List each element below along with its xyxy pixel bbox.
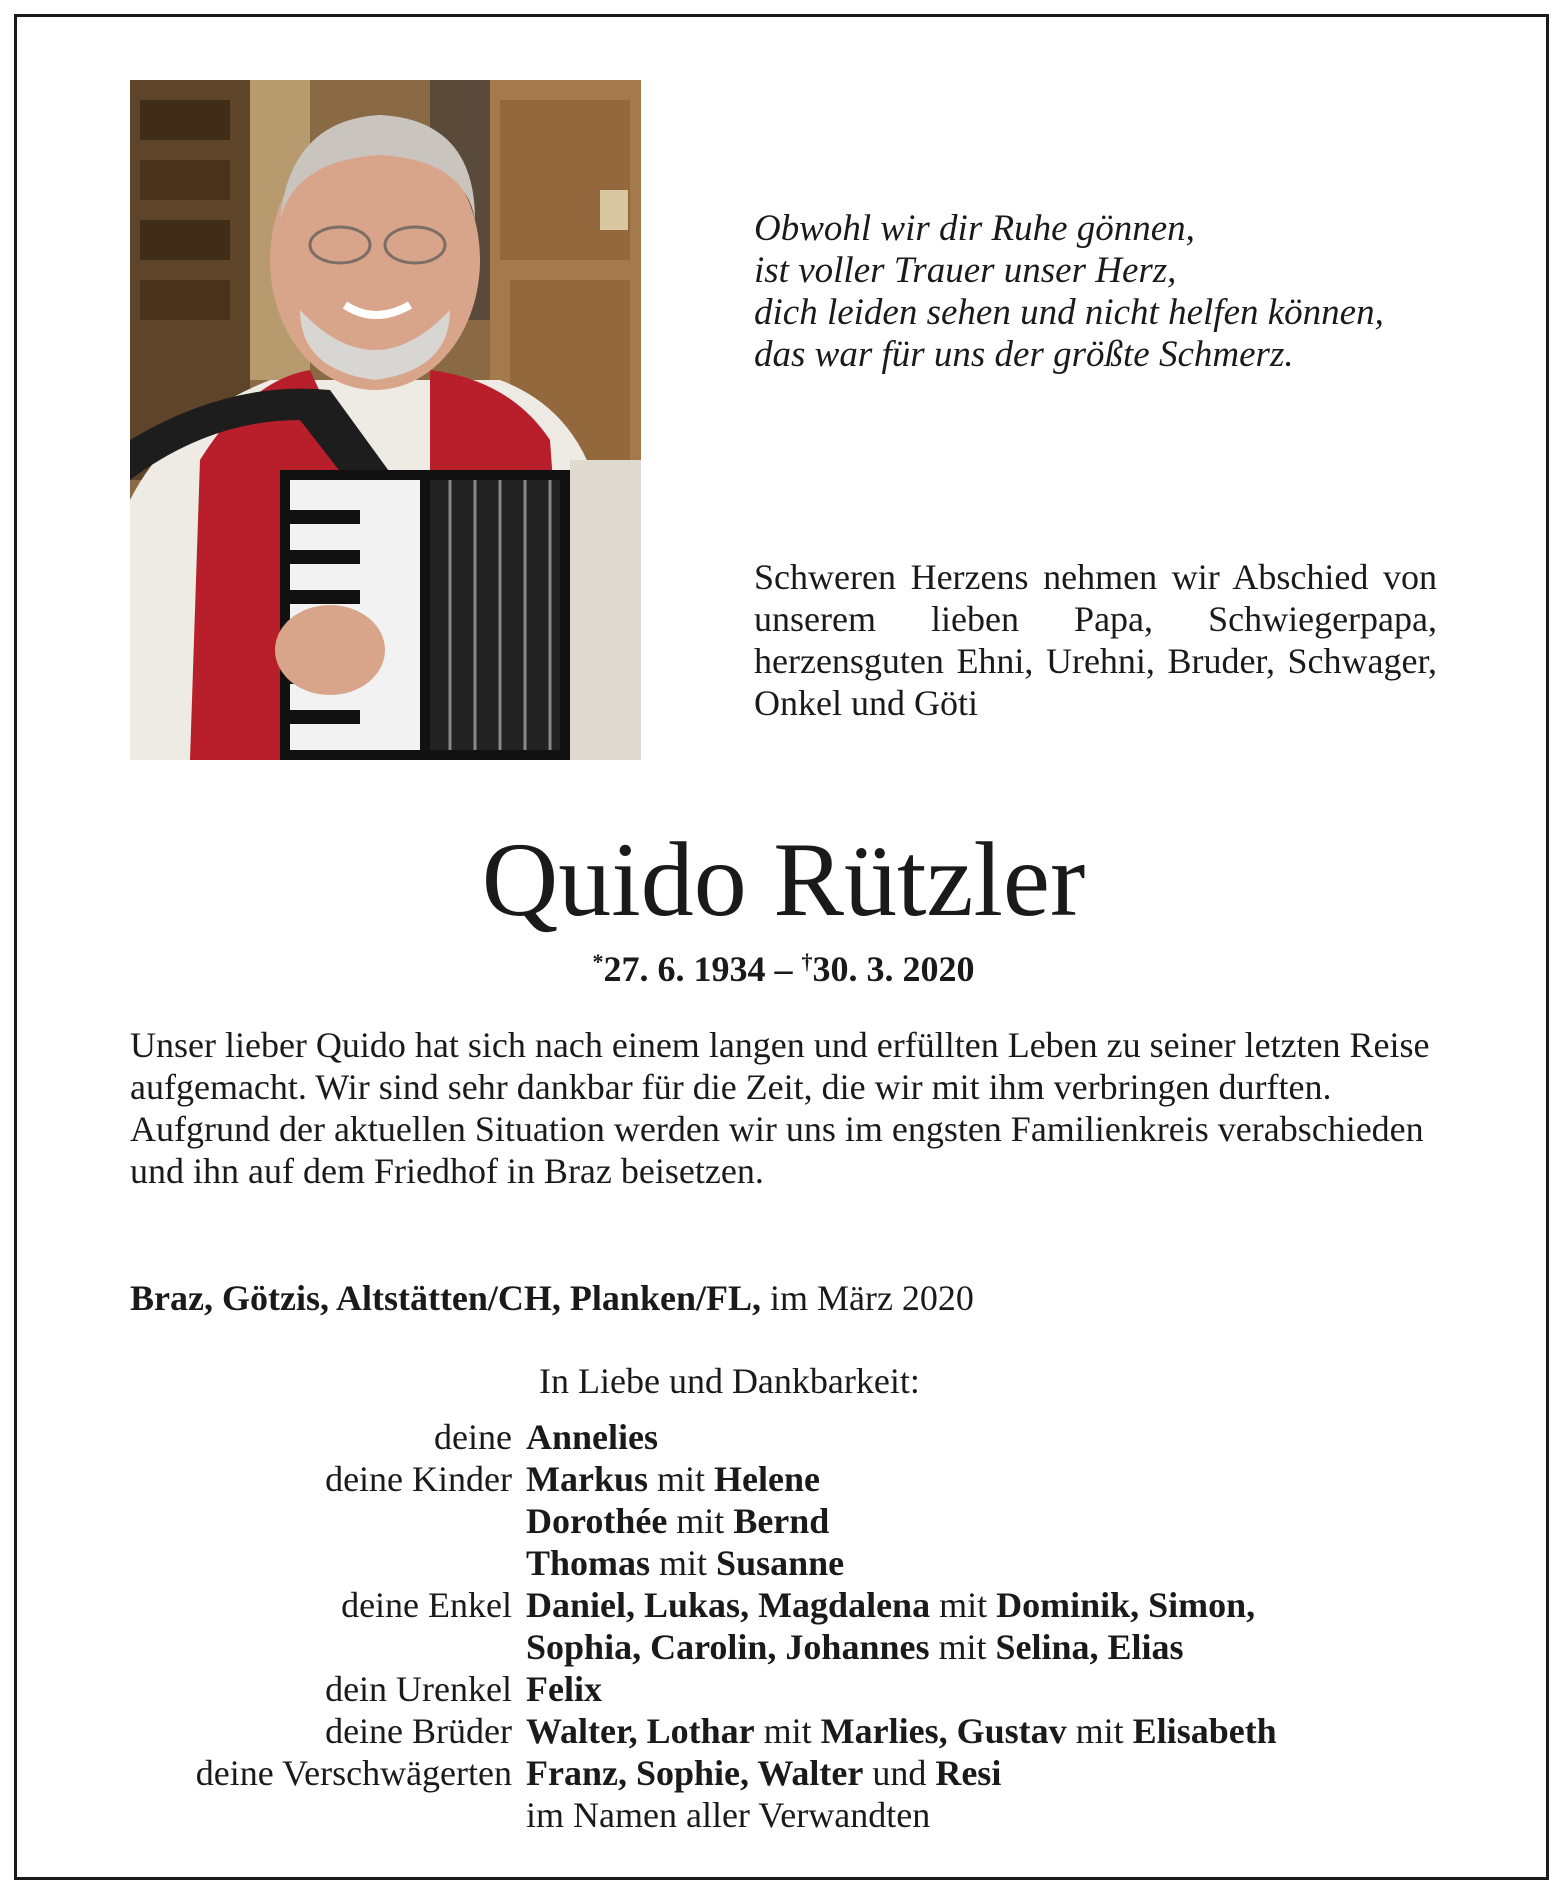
connector-text: mit: [667, 1501, 734, 1541]
relation-label: deine Brüder: [325, 1711, 512, 1751]
relation-label: dein Urenkel: [325, 1669, 512, 1709]
mourner-name: Dorothée: [526, 1501, 668, 1541]
portrait-photo: [130, 80, 641, 760]
poem-line: das war für uns der größte Schmerz.: [754, 334, 1294, 375]
relation-label: deine Enkel: [341, 1585, 512, 1625]
mourner-row: [100, 1458, 1500, 1500]
mourners-list: [100, 1416, 1500, 1836]
mourner-row: [100, 1668, 1500, 1710]
mourner-row: [100, 1500, 1500, 1542]
mourner-row: [100, 1584, 1500, 1626]
mourner-row: [100, 1626, 1500, 1668]
mourner-name: Dominik, Simon,: [996, 1585, 1256, 1625]
memorial-poem: [754, 208, 1454, 376]
relation-label: [100, 1794, 526, 1836]
connector-text: mit: [929, 1627, 996, 1667]
relation-label: [100, 1542, 526, 1584]
connector-text: mit: [650, 1543, 717, 1583]
birth-date: 27. 6. 1934: [603, 949, 766, 989]
relation-label: [100, 1626, 526, 1668]
mourner-names: [526, 1794, 930, 1836]
connector-text: mit: [648, 1459, 715, 1499]
connector-text: und: [863, 1753, 936, 1793]
mourner-name: Marlies, Gustav: [820, 1711, 1067, 1751]
farewell-intro: Schweren Herzens nehmen wir Abschied von unserem lieben Papa, Schwiegerpapa, herzensguten Ehni, Urehni, Bruder, Schwager, Onkel und Göti: [754, 557, 1437, 723]
mourner-name: Bernd: [733, 1501, 830, 1541]
mourner-row: [100, 1542, 1500, 1584]
places-and-date: [130, 1276, 1440, 1320]
connector-text: mit: [930, 1585, 997, 1625]
mourner-row: [100, 1752, 1500, 1794]
mourner-names: [526, 1710, 1277, 1752]
mourner-names: [526, 1668, 602, 1710]
poem-line: dich leiden sehen und nicht helfen können,: [754, 292, 1384, 333]
relation-label: deine Verschwägerten: [195, 1753, 512, 1793]
mourner-name: Markus: [526, 1459, 649, 1499]
mourner-name: Elisabeth: [1132, 1711, 1277, 1751]
connector-text: mit: [1066, 1711, 1133, 1751]
mourner-row: [100, 1710, 1500, 1752]
mourner-names: [526, 1584, 1255, 1626]
deceased-name: Quido Rützler: [481, 821, 1086, 938]
mourner-name: Susanne: [716, 1543, 845, 1583]
mourner-name: Walter, Lothar: [526, 1711, 755, 1751]
mourner-name: Sophia, Carolin, Johannes: [526, 1627, 930, 1667]
poem-line: Obwohl wir dir Ruhe gönnen,: [754, 208, 1195, 249]
mourner-name: Thomas: [526, 1543, 651, 1583]
mourner-names: [526, 1752, 1001, 1794]
closing-phrase: In Liebe und Dankbarkeit:: [539, 1361, 920, 1401]
announcement-date: im März 2020: [760, 1278, 974, 1318]
mourner-name: Annelies: [526, 1417, 659, 1457]
mourner-name: Franz, Sophie, Walter: [526, 1753, 864, 1793]
announcement-text: [130, 1024, 1440, 1192]
mourner-name: Resi: [935, 1753, 1002, 1793]
life-dates: [0, 940, 1567, 991]
mourner-name: Felix: [526, 1669, 602, 1709]
birth-symbol: *: [592, 949, 604, 974]
relation-label: deine: [434, 1417, 512, 1457]
death-date: 30. 3. 2020: [812, 949, 975, 989]
mourner-names: [526, 1542, 844, 1584]
poem-line: ist voller Trauer unser Herz,: [754, 250, 1177, 291]
mourner-name: Helene: [714, 1459, 820, 1499]
connector-text: im Namen aller Verwandten: [526, 1795, 931, 1835]
announcement-paragraph: Aufgrund der aktuellen Situation werden wir uns im engsten Familienkreis verabschieden und ihn auf dem Friedhof in Braz beisetzen.: [130, 1109, 1424, 1191]
mourner-name: Daniel, Lukas, Magdalena: [526, 1585, 931, 1625]
mourner-names: [526, 1626, 1184, 1668]
date-separator: –: [765, 949, 802, 989]
relation-label: [100, 1500, 526, 1542]
mourner-row: [100, 1794, 1500, 1836]
mourner-row: [100, 1416, 1500, 1458]
places-list: Braz, Götzis, Altstätten/CH, Planken/FL,: [130, 1278, 761, 1318]
announcement-paragraph: Unser lieber Quido hat sich nach einem langen und erfüllten Leben zu seiner letzten Reise aufgemacht. Wir sind sehr dankbar für die Zeit, die wir mit ihm verbringen durften.: [130, 1025, 1430, 1107]
mourner-names: [526, 1458, 820, 1500]
death-symbol: †: [801, 949, 813, 974]
connector-text: mit: [754, 1711, 821, 1751]
mourner-name: Selina, Elias: [995, 1627, 1184, 1667]
mourner-names: [526, 1416, 658, 1458]
relation-label: deine Kinder: [325, 1459, 512, 1499]
mourner-names: [526, 1500, 829, 1542]
